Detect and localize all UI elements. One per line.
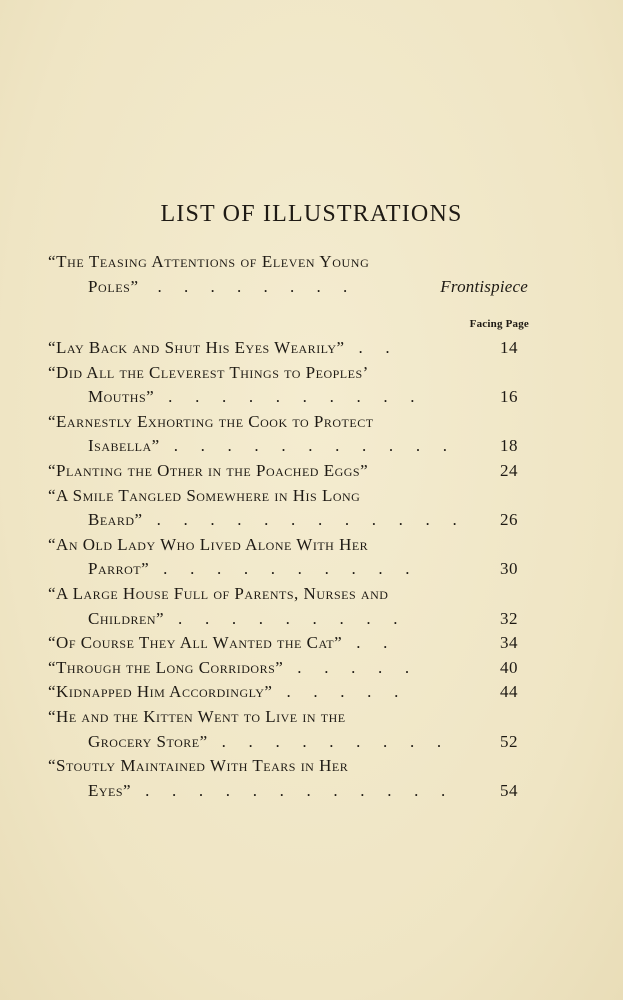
frontispiece-leader: . . . . . . . .: [157, 277, 357, 296]
entry-page-number: 26: [500, 510, 518, 530]
entry-caption-continued: Parrot”: [88, 559, 150, 579]
illustration-entry: [48, 484, 528, 533]
entry-page-number: 44: [500, 682, 518, 702]
entry-line: [48, 705, 528, 730]
entry-leader: . . . . . . . . .: [221, 731, 451, 751]
entry-caption: “Through the Long Corridors”: [48, 657, 284, 677]
illustration-entry: [48, 631, 528, 656]
entry-page-number: 54: [500, 780, 518, 800]
entry-line: [48, 336, 528, 361]
illustration-entry: [48, 656, 528, 681]
entry-caption-continued: Beard”: [88, 510, 143, 530]
entry-page-number: 32: [500, 608, 518, 628]
illustration-entry: [48, 582, 528, 631]
illustration-entry: [48, 459, 528, 484]
entry-line: [48, 484, 528, 509]
entry-line: [48, 582, 528, 607]
entry-caption-continued: Mouths”: [88, 387, 155, 407]
entry-leader: . . . . . . . . . .: [163, 559, 419, 579]
illustration-entry: [48, 336, 528, 361]
entry-line: [48, 680, 528, 705]
entry-caption-continued: Eyes”: [88, 780, 132, 800]
illustration-entry: [48, 533, 528, 582]
entry-caption-continued: Grocery Store”: [88, 731, 208, 751]
entry-line: [48, 631, 528, 656]
frontispiece-caption-end: Poles”: [88, 277, 139, 296]
illustration-entry: [48, 361, 528, 410]
entry-leader: . .: [358, 338, 399, 357]
illustrations-list: [48, 336, 528, 803]
entry-leader: . . . . . . . . . . . .: [145, 780, 455, 800]
entry-caption: “Lay Back and Shut His Eyes Wearily”: [48, 338, 345, 357]
entry-line: [48, 730, 528, 755]
illustration-entry: [48, 705, 528, 754]
entry-caption: “Kidnapped Him Accordingly”: [48, 682, 273, 702]
entry-leader: . . . . . . . . . .: [168, 387, 424, 407]
entry-line: [48, 656, 528, 681]
entry-caption: “Of Course They All Wanted the Cat”: [48, 633, 343, 653]
entry-page-number: 52: [500, 731, 518, 751]
entry-page-number: 30: [500, 559, 518, 579]
frontispiece-caption-line2: [88, 277, 528, 297]
entry-caption-continued: Children”: [88, 608, 165, 628]
entry-line: [48, 779, 528, 804]
entry-leader: . . . . . . . . . . . .: [156, 510, 466, 530]
entry-line: [48, 434, 528, 459]
entry-caption: “Earnestly Exhorting the Cook to Protect: [48, 411, 374, 431]
entry-leader: . . . . .: [297, 657, 419, 677]
entry-caption: “A Large House Full of Parents, Nurses and: [48, 583, 389, 603]
entry-leader: . .: [356, 633, 397, 653]
entry-leader: . . . . . . . . .: [178, 608, 407, 628]
illustration-entry: [48, 680, 528, 705]
entry-page-number: 16: [500, 387, 518, 407]
frontispiece-label: Frontispiece: [440, 277, 528, 296]
frontispiece-caption-line1: “The Teasing Attentions of Eleven Young: [48, 252, 370, 271]
entry-caption: “Stoutly Maintained With Tears in Her: [48, 756, 349, 776]
entry-caption: “A Smile Tangled Somewhere in His Long: [48, 485, 361, 505]
entry-line: [48, 533, 528, 558]
entry-caption: “Planting the Other in the Poached Eggs”: [48, 460, 369, 480]
entry-line: [48, 557, 528, 582]
page-title: LIST OF ILLUSTRATIONS: [160, 201, 463, 227]
entry-line: [48, 754, 528, 779]
entry-page-number: 34: [500, 633, 518, 653]
entry-page-number: 14: [500, 338, 518, 357]
entry-page-number: 24: [500, 460, 518, 480]
entry-caption: “Did All the Cleverest Things to Peoples’: [48, 362, 369, 382]
entry-line: [48, 508, 528, 533]
illustration-entry: [48, 754, 528, 803]
entry-caption: “He and the Kitten Went to Live in the: [48, 706, 346, 726]
entry-caption: “An Old Lady Who Lived Alone With Her: [48, 534, 369, 554]
entry-caption-continued: Isabella”: [88, 436, 160, 456]
entry-line: [48, 410, 528, 435]
entry-line: [48, 361, 528, 386]
entry-leader: . . . . . . . . . . .: [173, 436, 457, 456]
entry-page-number: 40: [500, 657, 518, 677]
entry-line: [48, 385, 528, 410]
facing-page-heading: Facing Page: [469, 318, 529, 330]
entry-page-number: 18: [500, 436, 518, 456]
illustration-entry: [48, 410, 528, 459]
entry-line: [48, 459, 528, 484]
entry-leader: . . . . .: [286, 682, 408, 702]
entry-line: [48, 607, 528, 632]
